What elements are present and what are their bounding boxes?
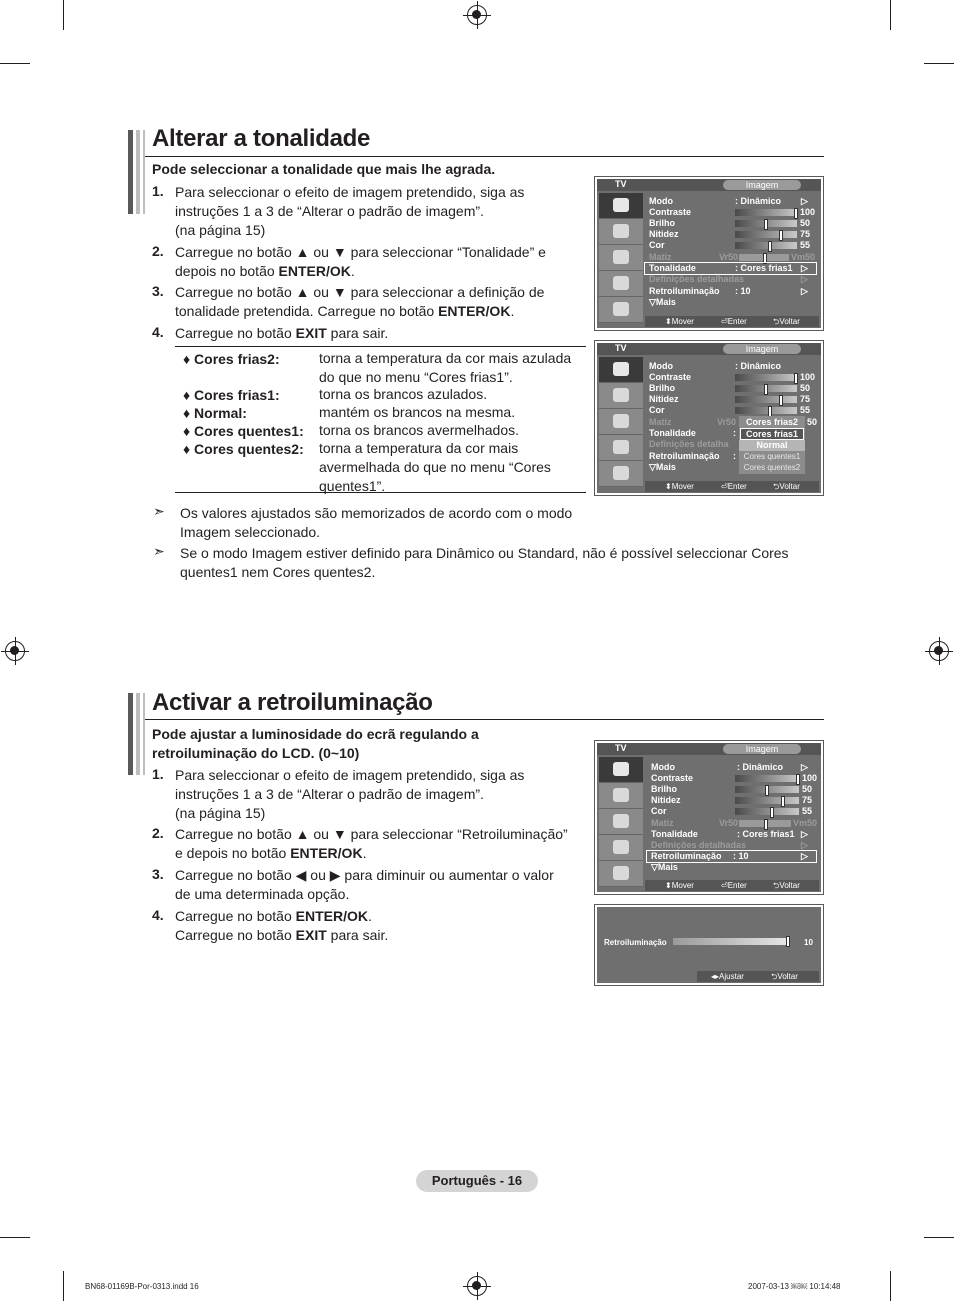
option-desc: torna a temperatura da cor mais azulada do que no menu “Cores frias1”.	[319, 350, 572, 385]
page-title: Alterar a tonalidade	[152, 125, 371, 152]
sound-icon	[599, 219, 643, 245]
menu-value: 55	[800, 405, 811, 415]
note: Se o modo Imagem estiver definido para Dinâmico ou Standard, não é possível seleccionar Cores quentes1 nem Cores quentes2.	[180, 545, 789, 580]
step-number: 4.	[152, 907, 164, 923]
backlight-bar	[673, 938, 787, 945]
menu-value: 100	[800, 207, 816, 217]
menu-title: Imagem	[723, 180, 801, 190]
sound-icon	[599, 783, 643, 809]
menu-row: Cor	[649, 240, 665, 250]
menu-value: 100	[800, 372, 816, 382]
arrow-right-icon: ▷	[801, 762, 808, 772]
menu-row: Brilho	[649, 383, 675, 393]
note-arrow-icon: ➣	[153, 543, 165, 559]
menu-value: : Cores frias1	[735, 263, 793, 273]
tv-menu-screenshot	[594, 340, 824, 496]
tv-menu-screenshot	[594, 176, 824, 331]
menu-row: Retroiluminação	[649, 451, 720, 461]
tv-label: TV	[615, 343, 627, 353]
menu-row: Brilho	[651, 784, 677, 794]
section-bar	[128, 130, 133, 214]
menu-row: Retroiluminação	[651, 851, 722, 861]
step-2: Carregue no botão ▲ ou ▼ para seleccionar “Tonalidade” e depois no botão ENTER/OK.	[175, 244, 546, 279]
contraste-bar	[735, 374, 797, 381]
popup-item: Cores frias2	[745, 417, 799, 427]
crop-mark	[63, 1271, 64, 1301]
arrow-right-icon: ▷	[801, 263, 808, 273]
picture-icon	[599, 757, 643, 783]
step-3: Carregue no botão ◀ ou ▶ para diminuir ou aumentar o valor de uma determinada opção.	[175, 867, 554, 902]
step-number: 3.	[152, 866, 164, 882]
menu-row: Tonalidade	[649, 428, 696, 438]
section-bar	[143, 693, 145, 775]
menu-row: Brilho	[649, 218, 675, 228]
crop-mark	[0, 63, 30, 64]
step-4: Carregue no botão ENTER/OK. Carregue no botão EXIT para sair.	[175, 908, 389, 943]
section-intro: Pode ajustar a luminosidade do ecrã regulando a retroiluminação do LCD. (0~10)	[152, 726, 479, 761]
option-name: ♦ Cores quentes2:	[183, 441, 304, 457]
popup-item: Cores quentes1	[743, 452, 801, 461]
slider-footer: ◂▸ Ajustar ⮌ Voltar	[697, 971, 819, 982]
contraste-bar	[735, 775, 799, 782]
divider	[145, 156, 824, 157]
arrow-right-icon: ▷	[801, 274, 808, 284]
page-title: Activar a retroiluminação	[152, 689, 433, 716]
menu-row: Contraste	[649, 372, 692, 382]
menu-value: : Dinâmico	[735, 361, 782, 371]
note-arrow-icon: ➣	[153, 503, 165, 519]
contraste-bar	[735, 209, 797, 216]
menu-row: Matiz	[649, 252, 672, 262]
arrow-right-icon: ▷	[801, 829, 808, 839]
section-bar	[143, 130, 145, 214]
tv-menu-screenshot	[594, 740, 824, 895]
picture-icon	[599, 193, 643, 219]
menu-value: 100	[802, 773, 818, 783]
menu-value: :	[733, 428, 736, 438]
menu-value: : 10	[733, 851, 749, 861]
menu-value: Vr50	[719, 252, 739, 262]
menu-row: Matiz	[651, 818, 674, 828]
menu-value: Vm50	[791, 252, 816, 262]
menu-icon-column	[599, 357, 643, 481]
menu-value: :	[733, 451, 736, 461]
channel-icon	[599, 245, 643, 271]
popup-item: Normal	[739, 440, 805, 451]
menu-value: : 10	[735, 286, 751, 296]
step-number: 1.	[152, 183, 164, 199]
menu-row: Modo	[651, 762, 675, 772]
menu-row: Tonalidade	[649, 263, 696, 273]
input-icon	[599, 861, 643, 887]
registration-mark-icon	[5, 641, 25, 661]
section-bar	[136, 130, 140, 214]
menu-row: Nitidez	[651, 795, 681, 805]
crop-mark	[0, 1237, 30, 1238]
cor-bar	[735, 407, 797, 414]
section-bar	[128, 693, 133, 775]
registration-mark-icon	[467, 1276, 487, 1296]
date-slug: 2007-03-13 ￼￼ 10:14:48	[748, 1282, 841, 1291]
channel-icon	[599, 809, 643, 835]
menu-value: 50	[800, 383, 811, 393]
picture-icon	[599, 357, 643, 383]
step-number: 1.	[152, 766, 164, 782]
menu-row: Nitidez	[649, 394, 679, 404]
menu-row: ▽Mais	[649, 297, 676, 307]
menu-value: : Dinâmico	[737, 762, 784, 772]
menu-icon-column	[599, 193, 643, 316]
menu-row: Modo	[649, 361, 673, 371]
crop-mark	[924, 63, 954, 64]
menu-row: Modo	[649, 196, 673, 206]
option-name: ♦ Normal:	[183, 405, 247, 421]
menu-row: Definições detalha	[649, 439, 729, 449]
step-1: Para seleccionar o efeito de imagem pretendido, siga as instruções 1 a 3 de “Alterar o padrão de imagem”. (na página 15)	[175, 767, 525, 821]
note: Os valores ajustados são memorizados de acordo com o modo Imagem seleccionado.	[180, 505, 573, 540]
setup-icon	[599, 835, 643, 861]
cor-bar	[735, 242, 797, 249]
popup-item-selected: Cores frias1	[740, 428, 804, 440]
option-desc: torna os brancos avermelhados.	[319, 422, 519, 438]
crop-mark	[924, 1237, 954, 1238]
menu-row: Cor	[649, 405, 665, 415]
option-name: ♦ Cores frias1:	[183, 387, 280, 403]
section-intro: Pode seleccionar a tonalidade que mais lhe agrada.	[152, 161, 496, 177]
slider-label: Retroiluminação	[604, 938, 667, 947]
step-number: 4.	[152, 324, 164, 340]
section-bar	[136, 693, 140, 775]
cor-bar	[735, 808, 799, 815]
menu-row: Definições detalhadas	[649, 274, 745, 284]
menu-row: ▽Mais	[651, 862, 678, 872]
option-name: ♦ Cores frias2:	[183, 351, 280, 367]
step-number: 2.	[152, 243, 164, 259]
option-desc: mantém os brancos na mesma.	[319, 404, 516, 420]
tv-label: TV	[615, 743, 627, 753]
popup-item: Cores quentes2	[743, 463, 801, 472]
option-name: ♦ Cores quentes1:	[183, 423, 304, 439]
setup-icon	[599, 435, 643, 461]
option-desc: torna os brancos azulados.	[319, 386, 488, 402]
step-1: Para seleccionar o efeito de imagem pretendido, siga as instruções 1 a 3 de “Alterar o padrão de imagem”. (na página 15)	[175, 184, 525, 238]
step-4: Carregue no botão EXIT para sair.	[175, 325, 389, 341]
menu-value: Vm50	[793, 818, 818, 828]
nitidez-bar	[735, 396, 797, 403]
menu-icon-column	[599, 757, 643, 880]
menu-title: Imagem	[723, 344, 801, 354]
menu-value: : Cores frias1	[737, 829, 795, 839]
crop-mark	[63, 0, 64, 30]
arrow-right-icon: ▷	[801, 286, 808, 296]
tv-label: TV	[615, 179, 627, 189]
menu-value: 55	[802, 806, 813, 816]
menu-row: Matiz	[649, 417, 672, 427]
registration-mark-icon	[929, 641, 949, 661]
menu-row: ▽Mais	[649, 462, 676, 472]
menu-value: Vr50	[717, 417, 737, 427]
step-number: 3.	[152, 283, 164, 299]
menu-row: Retroiluminação	[649, 286, 720, 296]
nitidez-bar	[735, 231, 797, 238]
menu-row: Contraste	[649, 207, 692, 217]
crop-mark	[890, 1271, 891, 1301]
menu-row: Tonalidade	[651, 829, 698, 839]
crop-mark	[890, 0, 891, 30]
page-number: Português - 16	[416, 1170, 538, 1192]
menu-row: Definições detalhadas	[651, 840, 747, 850]
nitidez-bar	[735, 797, 799, 804]
channel-icon	[599, 409, 643, 435]
step-number: 2.	[152, 825, 164, 841]
menu-footer: ⬍ Mover ⏎ Enter ⮌ Voltar	[645, 316, 819, 327]
sound-icon	[599, 383, 643, 409]
menu-value: 75	[800, 229, 811, 239]
tonalidade-popup	[739, 416, 805, 474]
divider	[145, 719, 824, 720]
menu-value: 75	[800, 394, 811, 404]
step-2: Carregue no botão ▲ ou ▼ para seleccionar “Retroiluminação” e depois no botão ENTER/OK.	[175, 826, 568, 861]
option-desc: torna a temperatura da cor mais avermelhada do que no menu “Cores quentes1”.	[319, 440, 551, 494]
step-3: Carregue no botão ▲ ou ▼ para seleccionar a definição de tonalidade pretendida. Carregue no botão ENTER/OK.	[175, 284, 545, 319]
menu-value: : Dinâmico	[735, 196, 782, 206]
menu-value: Vr50	[719, 818, 739, 828]
input-icon	[599, 461, 643, 487]
setup-icon	[599, 271, 643, 297]
menu-footer: ⬍ Mover ⏎ Enter ⮌ Voltar	[645, 880, 819, 891]
input-icon	[599, 297, 643, 323]
registration-mark-icon	[467, 5, 487, 25]
file-slug: BN68-01169B-Por-0313.indd 16	[85, 1282, 199, 1291]
table-top-rule	[175, 346, 586, 347]
menu-value: 75	[802, 795, 813, 805]
slider-value: 10	[804, 938, 813, 947]
menu-footer: ⬍ Mover ⏎ Enter ⮌ Voltar	[645, 481, 819, 492]
menu-value: 50	[800, 218, 811, 228]
menu-value: 50	[807, 417, 818, 427]
menu-row: Nitidez	[649, 229, 679, 239]
arrow-right-icon: ▷	[801, 851, 808, 861]
menu-value: 55	[800, 240, 811, 250]
slider-screenshot	[594, 904, 824, 986]
menu-title: Imagem	[723, 744, 801, 754]
arrow-right-icon: ▷	[801, 196, 808, 206]
menu-row: Contraste	[651, 773, 694, 783]
menu-value: 50	[802, 784, 813, 794]
menu-row: Cor	[651, 806, 667, 816]
arrow-right-icon: ▷	[801, 840, 808, 850]
